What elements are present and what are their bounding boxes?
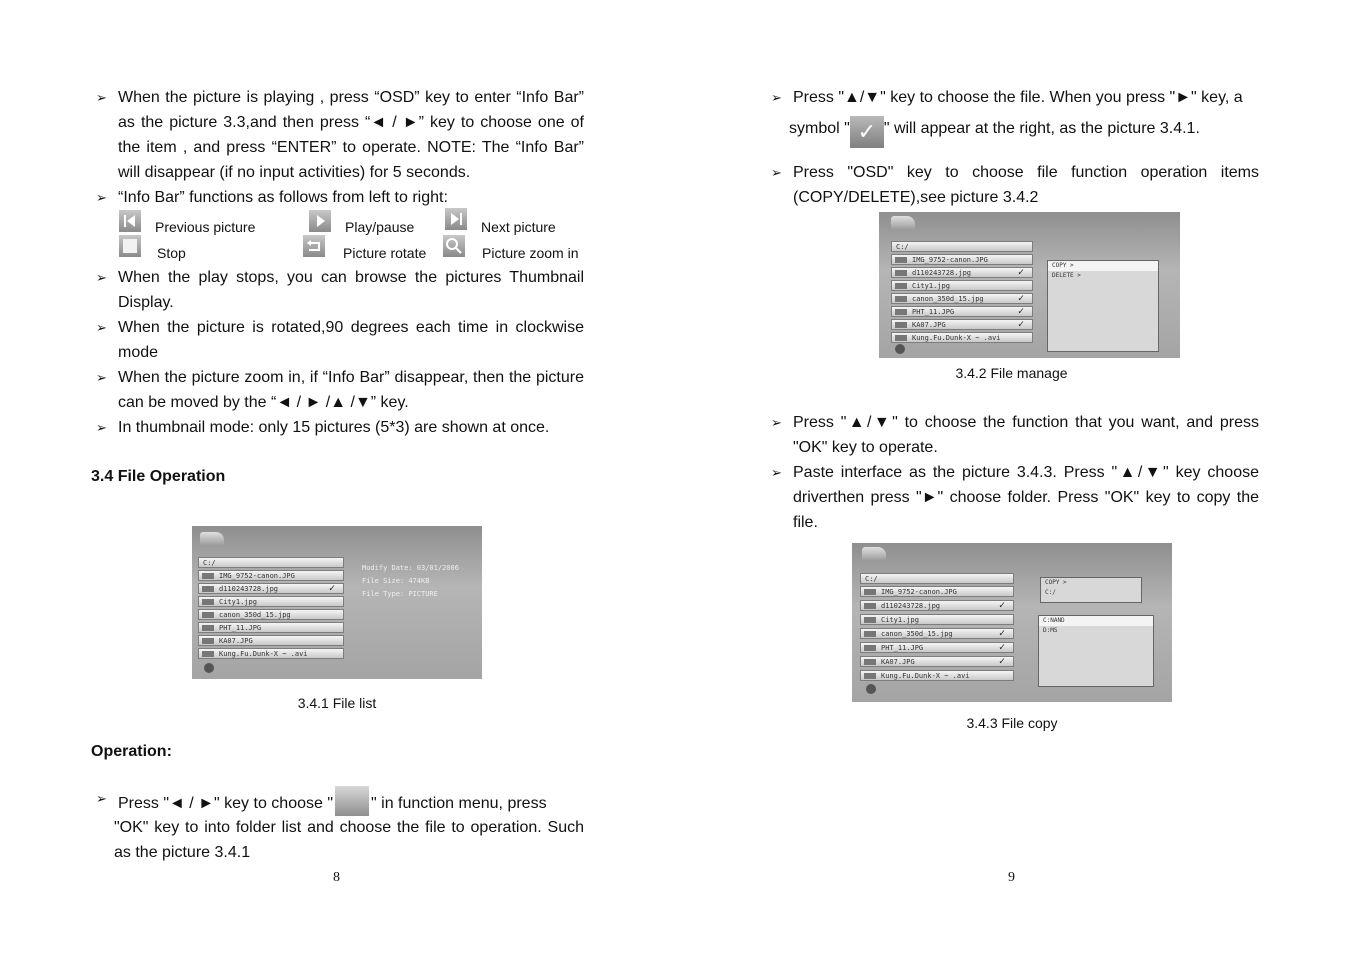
folder-menu-icon xyxy=(335,786,369,816)
bullet-info-bar-intro: ➢ When the picture is playing , press “OSD” key to enter “Info Bar” as the picture 3.3,and then press “◄ / ►” key to choose one of the item , and press “ENTER” to operate. NOTE: The “Info Bar” will disappear (if no input activities) for 5 seconds. xyxy=(96,85,584,185)
file-row: canon_350d_15.jpg ✓ xyxy=(891,293,1033,304)
file-row: KA07.JPG ✓ xyxy=(891,319,1033,330)
bullet-arrow-icon: ➢ xyxy=(771,165,782,180)
bullet-arrow-icon: ➢ xyxy=(96,190,107,205)
file-row: d110243728.jpg ✓ xyxy=(198,583,344,594)
menu-copy: COPY > xyxy=(1048,261,1158,271)
checkmark-icon: ✓ xyxy=(998,600,1005,611)
file-copy-screenshot xyxy=(852,543,1172,702)
bullet-arrow-icon: ➢ xyxy=(96,90,107,105)
checkmark-icon: ✓ xyxy=(1017,293,1024,304)
legend-stop-label: Stop xyxy=(157,245,186,261)
legend-next-label: Next picture xyxy=(481,219,556,235)
file-row: d110243728.jpg ✓ xyxy=(860,600,1014,611)
copy-menu xyxy=(1040,577,1142,603)
file-row: IMG_9752-canon.JPG xyxy=(860,586,1014,597)
operation-continued: "OK" key to into folder list and choose the file to operation. Such as the picture 3.4.1 xyxy=(114,819,584,861)
stop-icon xyxy=(119,235,141,257)
path-row: C:/ xyxy=(891,241,1033,252)
figure-caption-3-4-1: 3.4.1 File list xyxy=(297,695,377,711)
rotate-icon xyxy=(303,235,325,257)
bullet-thumbnail-mode: ➢ In thumbnail mode: only 15 pictures (5*3) are shown at once. xyxy=(96,415,584,440)
file-list-screenshot xyxy=(192,526,482,679)
previous-picture-icon xyxy=(119,210,141,232)
bullet-operation: ➢ Press "◄ / ►" key to choose " " in function menu, press xyxy=(96,786,584,816)
file-row: KA07.JPG xyxy=(198,635,344,646)
file-row: Kung.Fu.Dunk-X ~ .avi xyxy=(860,670,1014,681)
zoom-in-icon xyxy=(443,235,465,257)
info-size: File Size: 474KB xyxy=(362,577,430,585)
drive-list xyxy=(1038,615,1154,687)
file-row: canon_350d_15.jpg xyxy=(198,609,344,620)
function-menu xyxy=(1047,260,1159,352)
checkmark-icon: ✓ xyxy=(998,656,1005,667)
bullet-arrow-icon: ➢ xyxy=(96,420,107,435)
checkmark-icon: ✓ xyxy=(1017,319,1024,330)
path-row: C:/ xyxy=(860,573,1014,584)
file-row: City1.jpg xyxy=(891,280,1033,291)
drive-ms: D:MS xyxy=(1043,627,1058,634)
checkmark-icon: ✓ xyxy=(328,583,335,594)
bullet-arrow-icon: ➢ xyxy=(771,90,782,105)
file-row: IMG_9752-canon.JPG xyxy=(891,254,1033,265)
checkmark-icon: ✓ xyxy=(998,628,1005,639)
bullet-arrow-icon: ➢ xyxy=(96,320,107,335)
checkmark-symbol-icon: ✓ xyxy=(850,116,884,148)
page-number-right: 9 xyxy=(1008,870,1015,885)
file-row: KA07.JPG ✓ xyxy=(860,656,1014,667)
bullet-thumbnail: ➢ When the play stops, you can browse the pictures Thumbnail Display. xyxy=(96,265,584,315)
bullet-choose-file: ➢ Press "▲/▼" key to choose the file. When you press "►" key, a xyxy=(771,85,1259,110)
next-picture-icon xyxy=(445,208,467,230)
checkmark-icon: ✓ xyxy=(1017,306,1024,317)
file-row: City1.jpg xyxy=(860,614,1014,625)
legend-rotate-label: Picture rotate xyxy=(343,245,427,261)
file-row: PHT_11.JPG ✓ xyxy=(860,642,1014,653)
bullet-paste: ➢ Paste interface as the picture 3.4.3. Press "▲/▼" key choose driverthen press "►" choose folder. Press "OK" key to copy the file. xyxy=(771,460,1259,535)
figure-caption-3-4-3: 3.4.3 File copy xyxy=(966,715,1058,731)
file-manage-screenshot xyxy=(879,212,1180,358)
operation-heading: Operation: xyxy=(91,743,172,760)
bullet-choose-function: ➢ Press "▲/▼" to choose the function that you want, and press "OK" key to operate. xyxy=(771,410,1259,460)
checkmark-icon: ✓ xyxy=(1017,267,1024,278)
file-row: PHT_11.JPG xyxy=(198,622,344,633)
bullet-info-bar-functions: ➢ “Info Bar” functions as follows from left to right: xyxy=(96,185,584,210)
bullet-zoom: ➢ When the picture zoom in, if “Info Bar” disappear, then the picture can be moved by the “◄ / ► /▲ /▼” key. xyxy=(96,365,584,415)
bullet-arrow-icon: ➢ xyxy=(96,370,107,385)
legend-zoom-label: Picture zoom in xyxy=(482,245,579,261)
file-row: Kung.Fu.Dunk-X ~ .avi xyxy=(198,648,344,659)
section-heading: 3.4 File Operation xyxy=(91,468,226,485)
info-date: Modify Date: 03/01/2006 xyxy=(362,564,459,572)
menu-delete: DELETE > xyxy=(1052,272,1081,279)
bullet-arrow-icon: ➢ xyxy=(96,791,107,806)
symbol-line: symbol " ✓ " will appear at the right, as the picture 3.4.1. xyxy=(789,116,1200,148)
bullet-arrow-icon: ➢ xyxy=(771,415,782,430)
bullet-rotate: ➢ When the picture is rotated,90 degrees each time in clockwise mode xyxy=(96,315,584,365)
home-icon xyxy=(895,344,905,354)
legend-previous-label: Previous picture xyxy=(155,219,256,235)
file-row: PHT_11.JPG ✓ xyxy=(891,306,1033,317)
page-number-left: 8 xyxy=(333,870,340,885)
file-row: canon_350d_15.jpg ✓ xyxy=(860,628,1014,639)
folder-icon xyxy=(891,216,915,230)
bullet-arrow-icon: ➢ xyxy=(771,465,782,480)
file-row: Kung.Fu.Dunk-X ~ .avi xyxy=(891,332,1033,343)
folder-icon xyxy=(862,547,886,561)
file-row: IMG_9752-canon.JPG xyxy=(198,570,344,581)
play-pause-icon xyxy=(309,210,331,232)
file-row: d110243728.jpg ✓ xyxy=(891,267,1033,278)
copy-path: C:/ xyxy=(1045,589,1056,596)
path-row: C:/ xyxy=(198,557,344,568)
home-icon xyxy=(204,663,214,673)
home-icon xyxy=(866,684,876,694)
folder-icon xyxy=(200,532,224,546)
figure-caption-3-4-2: 3.4.2 File manage xyxy=(955,365,1068,381)
file-row: City1.jpg xyxy=(198,596,344,607)
drive-nand: C:NAND xyxy=(1039,616,1153,626)
bullet-osd: ➢ Press "OSD" key to choose file function operation items (COPY/DELETE),see picture 3.4.2 xyxy=(771,160,1259,210)
checkmark-icon: ✓ xyxy=(998,642,1005,653)
copy-label: COPY > xyxy=(1045,579,1067,586)
info-type: File Type: PICTURE xyxy=(362,590,438,598)
bullet-arrow-icon: ➢ xyxy=(96,270,107,285)
legend-play-pause-label: Play/pause xyxy=(345,219,415,235)
